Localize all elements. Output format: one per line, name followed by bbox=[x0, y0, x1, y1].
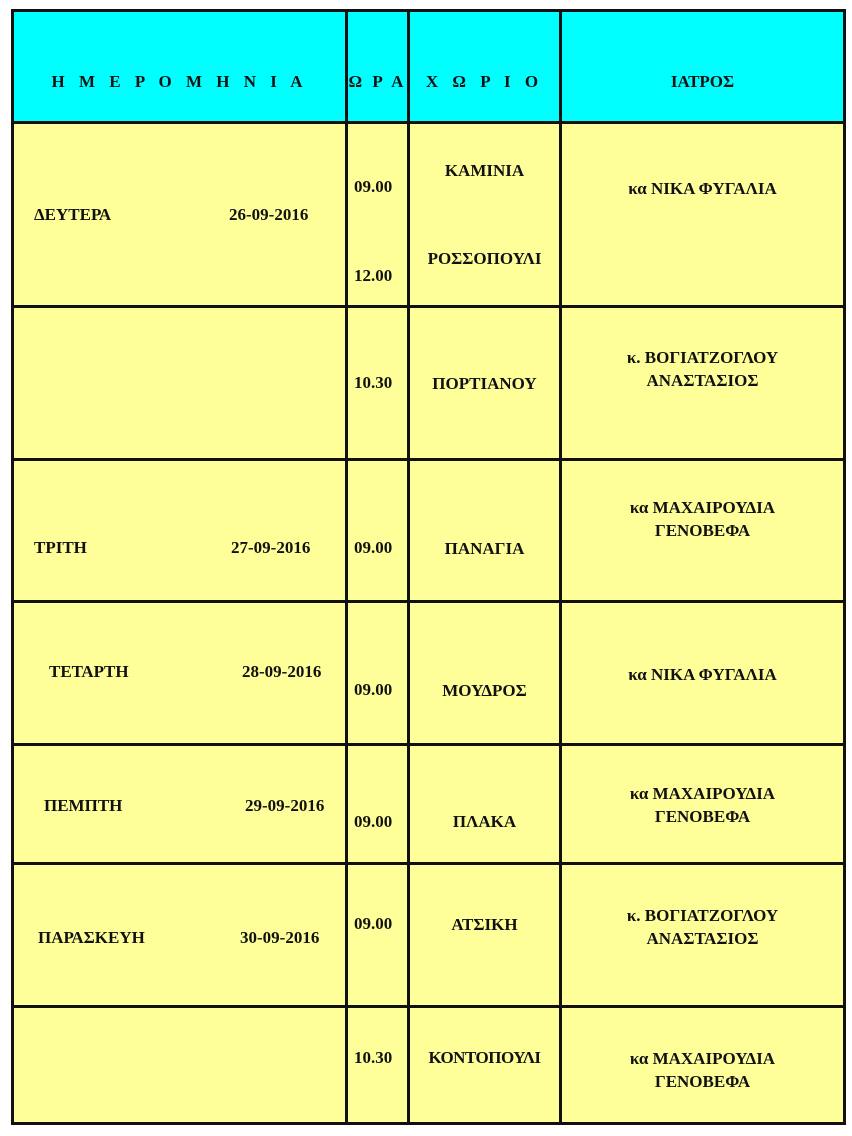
time-cell bbox=[348, 865, 410, 1005]
village-cell bbox=[410, 1008, 562, 1122]
table-row bbox=[14, 1008, 843, 1122]
time-value: 10.30 bbox=[354, 1048, 393, 1067]
header-cell-time bbox=[348, 12, 410, 121]
time-value: 09.00 bbox=[354, 914, 393, 933]
header-cell-doctor bbox=[562, 12, 843, 121]
doctor-cell bbox=[562, 746, 843, 862]
date-cell bbox=[14, 308, 348, 458]
date-cell bbox=[14, 124, 348, 305]
doctor-cell bbox=[562, 1008, 843, 1122]
doctor-cell bbox=[562, 308, 843, 458]
village-name: ΚΑΜΙΝΙΑ bbox=[444, 161, 525, 180]
time-cell bbox=[348, 603, 410, 743]
doctor-name: κα ΜΑΧΑΙΡΟΥΔΙΑ bbox=[629, 1049, 776, 1068]
doctor-name: ΑΝΑΣΤΑΣΙΟΣ bbox=[646, 929, 759, 948]
date-value: 28-09-2016 bbox=[242, 662, 322, 681]
date-value: 26-09-2016 bbox=[229, 205, 309, 224]
time-cell bbox=[348, 308, 410, 458]
time-value: 09.00 bbox=[354, 538, 393, 557]
village-cell bbox=[410, 603, 562, 743]
time-value: 10.30 bbox=[354, 373, 393, 392]
table-row bbox=[14, 461, 843, 603]
village-name: ΠΛΑΚΑ bbox=[452, 812, 517, 831]
doctor-name: κα ΜΑΧΑΙΡΟΥΔΙΑ bbox=[629, 784, 776, 803]
time-cell bbox=[348, 124, 410, 305]
village-name: ΠΟΡΤΙΑΝΟΥ bbox=[432, 374, 537, 393]
village-cell bbox=[410, 746, 562, 862]
village-name: ΚΟΝΤΟΠΟΥΛΙ bbox=[428, 1048, 541, 1067]
time-value: 09.00 bbox=[354, 812, 393, 831]
village-cell bbox=[410, 124, 562, 305]
doctor-name: κ. ΒΟΓΙΑΤΖΟΓΛΟΥ bbox=[626, 348, 779, 367]
schedule-table bbox=[11, 9, 846, 1125]
doctor-cell bbox=[562, 865, 843, 1005]
header-doctor-label: ΙΑΤΡΟΣ bbox=[670, 72, 735, 91]
day-name: ΤΕΤΑΡΤΗ bbox=[49, 662, 129, 681]
table-row bbox=[14, 865, 843, 1008]
doctor-name: κα ΜΑΧΑΙΡΟΥΔΙΑ bbox=[629, 498, 776, 517]
date-value: 27-09-2016 bbox=[231, 538, 311, 557]
header-village-label: Χ Ω Ρ Ι Ο bbox=[425, 72, 544, 91]
day-name: ΠΑΡΑΣΚΕΥΗ bbox=[38, 928, 145, 947]
doctor-cell bbox=[562, 603, 843, 743]
table-header-row bbox=[14, 12, 843, 124]
doctor-name: ΓΕΝΟΒΕΦΑ bbox=[654, 521, 751, 540]
date-value: 29-09-2016 bbox=[245, 796, 325, 815]
date-cell bbox=[14, 746, 348, 862]
table-row bbox=[14, 603, 843, 746]
header-date-label: Η Μ Ε Ρ Ο Μ Η Ν Ι Α bbox=[51, 72, 308, 91]
time-value: 09.00 bbox=[354, 680, 393, 699]
date-cell bbox=[14, 461, 348, 600]
time-cell bbox=[348, 461, 410, 600]
village-cell bbox=[410, 865, 562, 1005]
table-row bbox=[14, 124, 843, 308]
day-name: ΤΡΙΤΗ bbox=[34, 538, 87, 557]
time-value: 09.00 bbox=[354, 177, 393, 196]
date-cell bbox=[14, 1008, 348, 1122]
doctor-name: ΓΕΝΟΒΕΦΑ bbox=[654, 1072, 751, 1091]
header-cell-village bbox=[410, 12, 562, 121]
table-row bbox=[14, 746, 843, 865]
village-name: ΠΑΝΑΓΙΑ bbox=[444, 539, 525, 558]
doctor-name: κ. ΒΟΓΙΑΤΖΟΓΛΟΥ bbox=[626, 906, 779, 925]
doctor-name: ΓΕΝΟΒΕΦΑ bbox=[654, 807, 751, 826]
day-name: ΔΕΥΤΕΡΑ bbox=[34, 205, 112, 224]
date-cell bbox=[14, 865, 348, 1005]
time-value: 12.00 bbox=[354, 266, 393, 285]
date-cell bbox=[14, 603, 348, 743]
date-value: 30-09-2016 bbox=[240, 928, 320, 947]
village-name: ΜΟΥΔΡΟΣ bbox=[442, 681, 527, 700]
doctor-cell bbox=[562, 124, 843, 305]
time-cell bbox=[348, 1008, 410, 1122]
header-cell-date bbox=[14, 12, 348, 121]
village-cell bbox=[410, 308, 562, 458]
village-cell bbox=[410, 461, 562, 600]
table-row bbox=[14, 308, 843, 461]
village-name: ΡΟΣΣΟΠΟΥΛΙ bbox=[427, 249, 542, 268]
doctor-cell bbox=[562, 461, 843, 600]
doctor-name: κα ΝΙΚΑ ΦΥΓΑΛΙΑ bbox=[628, 179, 777, 198]
day-name: ΠΕΜΠΤΗ bbox=[44, 796, 123, 815]
time-cell bbox=[348, 746, 410, 862]
header-time-label: Ω Ρ Α bbox=[348, 72, 407, 91]
village-name: ΑΤΣΙΚΗ bbox=[451, 915, 518, 934]
doctor-name: ΑΝΑΣΤΑΣΙΟΣ bbox=[646, 371, 759, 390]
doctor-name: κα ΝΙΚΑ ΦΥΓΑΛΙΑ bbox=[628, 665, 777, 684]
